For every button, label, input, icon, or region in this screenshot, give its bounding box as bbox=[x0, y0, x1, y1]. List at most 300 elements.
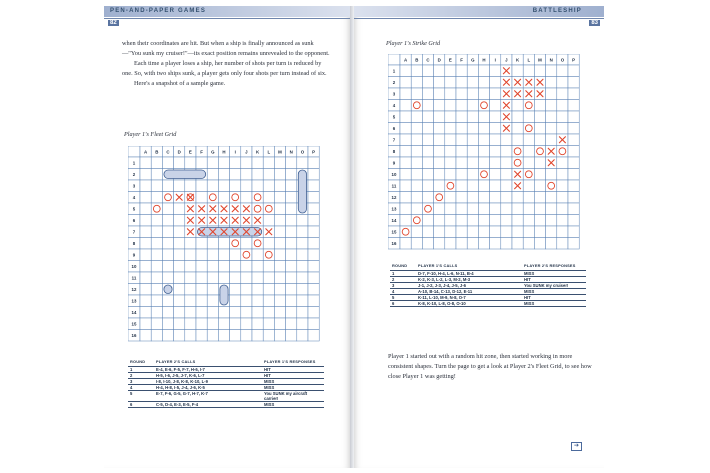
grid-cell bbox=[263, 157, 274, 169]
grid-cell bbox=[274, 330, 285, 342]
grid-cell bbox=[241, 295, 252, 307]
grid-cell bbox=[241, 238, 252, 250]
grid-cell bbox=[162, 157, 173, 169]
round-cell: 1 bbox=[128, 367, 154, 373]
row-label: 10 bbox=[391, 171, 397, 177]
column-label: B bbox=[415, 57, 419, 63]
grid-cell bbox=[230, 330, 241, 342]
grid-cell bbox=[140, 249, 151, 261]
grid-cell bbox=[218, 249, 229, 261]
grid-cell bbox=[297, 318, 308, 330]
row-label: 5 bbox=[132, 206, 136, 212]
grid-cell bbox=[501, 180, 512, 192]
grid-cell bbox=[478, 169, 489, 181]
grid-cell bbox=[478, 123, 489, 135]
right-page bbox=[354, 6, 604, 468]
grid-cell bbox=[286, 295, 297, 307]
grid-cell bbox=[263, 330, 274, 342]
column-label: B bbox=[155, 149, 159, 155]
col-round: ROUND bbox=[390, 262, 416, 271]
grid-cell bbox=[546, 226, 557, 238]
grid-cell bbox=[568, 65, 579, 77]
grid-cell bbox=[241, 261, 252, 273]
grid-cell bbox=[274, 307, 285, 319]
grid-cell bbox=[411, 192, 422, 204]
grid-cell bbox=[557, 77, 568, 89]
column-label: M bbox=[278, 149, 282, 155]
grid-cell bbox=[151, 157, 162, 169]
grid-cell bbox=[557, 111, 568, 123]
round-cell: 3 bbox=[128, 379, 154, 385]
grid-cell bbox=[297, 215, 308, 227]
grid-cell bbox=[445, 215, 456, 227]
grid-cell bbox=[478, 226, 489, 238]
grid-cell bbox=[512, 203, 523, 215]
calls-cell: K-2, K-3, L-2, L-3, M-2, M-3 bbox=[416, 277, 522, 283]
ship-marker bbox=[298, 170, 306, 213]
row-label: 2 bbox=[392, 79, 396, 85]
row-label: 4 bbox=[132, 194, 136, 200]
grid-cell bbox=[151, 238, 162, 250]
grid-cell bbox=[411, 65, 422, 77]
column-label: I bbox=[494, 57, 496, 63]
grid-cell bbox=[230, 307, 241, 319]
grid-cell bbox=[422, 203, 433, 215]
grid-cell bbox=[151, 295, 162, 307]
grid-cell bbox=[207, 272, 218, 284]
col-calls: PLAYER 2'S CALLS bbox=[154, 358, 262, 367]
grid-cell bbox=[286, 272, 297, 284]
calls-cell: D-7, F-10, H-4, L-6, N-11, B-4 bbox=[416, 271, 522, 277]
grid-cell bbox=[456, 203, 467, 215]
grid-cell bbox=[274, 157, 285, 169]
grid-cell bbox=[434, 238, 445, 250]
grid-cell bbox=[140, 169, 151, 181]
grid-cell bbox=[456, 77, 467, 89]
round-cell: 6 bbox=[128, 402, 154, 408]
grid-cell bbox=[490, 180, 501, 192]
grid-cell bbox=[456, 157, 467, 169]
grid-cell bbox=[400, 238, 411, 250]
grid-cell bbox=[400, 180, 411, 192]
grid-cell bbox=[162, 318, 173, 330]
response-cell: You SUNK my aircraft carrier! bbox=[262, 391, 324, 402]
grid-cell bbox=[151, 272, 162, 284]
grid-cell bbox=[568, 111, 579, 123]
grid-cell bbox=[512, 123, 523, 135]
round-cell: 4 bbox=[390, 289, 416, 295]
grid-cell bbox=[534, 226, 545, 238]
grid-cell bbox=[196, 157, 207, 169]
left-body-text bbox=[122, 39, 330, 89]
grid-cell bbox=[207, 307, 218, 319]
calls-cell: I-8, I-10, J-8, K-8, K-10, L-9 bbox=[154, 379, 262, 385]
grid-cell bbox=[568, 169, 579, 181]
grid-cell bbox=[207, 180, 218, 192]
grid-cell bbox=[151, 215, 162, 227]
grid-cell bbox=[490, 226, 501, 238]
grid-cell bbox=[456, 215, 467, 227]
grid-cell bbox=[467, 203, 478, 215]
grid-cell bbox=[490, 203, 501, 215]
grid-cell bbox=[174, 180, 185, 192]
grid-cell bbox=[140, 272, 151, 284]
grid-cell bbox=[534, 180, 545, 192]
ship-marker bbox=[164, 285, 172, 294]
next-page-arrow-icon[interactable]: ➔ bbox=[571, 442, 582, 451]
row-label: 7 bbox=[392, 137, 396, 143]
grid-cell bbox=[523, 238, 534, 250]
column-label: G bbox=[211, 149, 215, 155]
grid-cell bbox=[230, 295, 241, 307]
left-page bbox=[104, 6, 350, 468]
grid-cell bbox=[196, 295, 207, 307]
grid-cell bbox=[218, 307, 229, 319]
grid-cell bbox=[534, 169, 545, 181]
grid-cell bbox=[230, 261, 241, 273]
grid-cell bbox=[308, 215, 319, 227]
grid-cell bbox=[445, 192, 456, 204]
column-label: J bbox=[245, 149, 248, 155]
grid-cell bbox=[534, 65, 545, 77]
grid-cell bbox=[241, 272, 252, 284]
grid-cell bbox=[297, 226, 308, 238]
column-label: C bbox=[166, 149, 170, 155]
grid-cell bbox=[512, 146, 523, 158]
grid-cell bbox=[434, 169, 445, 181]
grid-cell bbox=[490, 134, 501, 146]
grid-cell bbox=[140, 192, 151, 204]
player1-calls-table bbox=[390, 262, 586, 307]
col-calls: PLAYER 1'S CALLS bbox=[416, 262, 522, 271]
grid-cell bbox=[162, 215, 173, 227]
grid-cell bbox=[478, 192, 489, 204]
grid-cell bbox=[196, 284, 207, 296]
grid-cell bbox=[557, 215, 568, 227]
grid-cell bbox=[523, 146, 534, 158]
grid-cell bbox=[512, 65, 523, 77]
grid-cell bbox=[422, 169, 433, 181]
grid-cell bbox=[274, 249, 285, 261]
column-label: H bbox=[222, 149, 226, 155]
grid-cell bbox=[523, 226, 534, 238]
grid-cell bbox=[534, 111, 545, 123]
grid-cell bbox=[174, 318, 185, 330]
grid-cell bbox=[478, 88, 489, 100]
grid-cell bbox=[274, 215, 285, 227]
grid-cell bbox=[568, 123, 579, 135]
grid-cell bbox=[445, 226, 456, 238]
grid-cell bbox=[140, 238, 151, 250]
column-label: F bbox=[460, 57, 463, 63]
grid-cell bbox=[478, 180, 489, 192]
grid-cell bbox=[241, 157, 252, 169]
grid-corner bbox=[388, 54, 400, 65]
grid-cell bbox=[501, 238, 512, 250]
grid-cell bbox=[422, 157, 433, 169]
grid-cell bbox=[456, 169, 467, 181]
grid-cell bbox=[445, 169, 456, 181]
fleet-grid-caption: Player 1's Fleet Grid bbox=[124, 131, 177, 138]
grid-cell bbox=[241, 307, 252, 319]
grid-cell bbox=[185, 307, 196, 319]
response-cell: HIT bbox=[522, 277, 586, 283]
grid-cell bbox=[534, 192, 545, 204]
grid-cell bbox=[162, 261, 173, 273]
column-label: I bbox=[234, 149, 236, 155]
grid-cell bbox=[151, 284, 162, 296]
grid-cell bbox=[490, 100, 501, 112]
grid-cell bbox=[411, 215, 422, 227]
row-label: 4 bbox=[392, 102, 396, 108]
grid-cell bbox=[207, 284, 218, 296]
grid-cell bbox=[308, 226, 319, 238]
row-label: 13 bbox=[131, 298, 137, 304]
paragraph-2: Each time a player loses a ship, her number of shots per turn is reduced by one. So, with two ships sunk, a player gets only four shots per turn instead of six. bbox=[122, 60, 327, 77]
column-label: G bbox=[471, 57, 475, 63]
grid-cell bbox=[523, 157, 534, 169]
grid-cell bbox=[422, 146, 433, 158]
grid-cell bbox=[185, 330, 196, 342]
table-row bbox=[128, 402, 324, 408]
grid-cell bbox=[546, 123, 557, 135]
response-cell: HIT bbox=[262, 367, 324, 373]
right-header-rule bbox=[354, 18, 604, 19]
grid-cell bbox=[557, 65, 568, 77]
grid-cell bbox=[456, 226, 467, 238]
grid-cell bbox=[411, 111, 422, 123]
grid-cell bbox=[185, 157, 196, 169]
grid-cell bbox=[174, 215, 185, 227]
grid-cell bbox=[174, 157, 185, 169]
grid-cell bbox=[252, 272, 263, 284]
grid-cell bbox=[196, 192, 207, 204]
grid-cell bbox=[478, 146, 489, 158]
grid-cell bbox=[411, 238, 422, 250]
grid-cell bbox=[501, 146, 512, 158]
column-label: A bbox=[404, 57, 408, 63]
column-label: N bbox=[549, 57, 553, 63]
grid-cell bbox=[400, 169, 411, 181]
grid-cell bbox=[162, 238, 173, 250]
grid-cell bbox=[512, 100, 523, 112]
grid-cell bbox=[218, 157, 229, 169]
grid-cell bbox=[445, 203, 456, 215]
grid-cell bbox=[568, 192, 579, 204]
grid-cell bbox=[140, 203, 151, 215]
grid-cell bbox=[162, 226, 173, 238]
column-label: D bbox=[437, 57, 441, 63]
grid-cell bbox=[286, 169, 297, 181]
row-label: 1 bbox=[392, 68, 396, 74]
grid-cell bbox=[196, 249, 207, 261]
column-label: H bbox=[482, 57, 486, 63]
grid-cell bbox=[140, 330, 151, 342]
grid-cell bbox=[400, 157, 411, 169]
grid-cell bbox=[557, 226, 568, 238]
grid-cell bbox=[445, 180, 456, 192]
grid-cell bbox=[207, 295, 218, 307]
grid-cell bbox=[286, 307, 297, 319]
right-running-header: BATTLESHIP bbox=[532, 8, 582, 14]
round-cell: 2 bbox=[128, 373, 154, 379]
grid-cell bbox=[523, 100, 534, 112]
grid-cell bbox=[546, 238, 557, 250]
grid-cell bbox=[434, 77, 445, 89]
row-label: 12 bbox=[391, 194, 397, 200]
grid-cell bbox=[445, 77, 456, 89]
response-cell: MISS bbox=[522, 301, 586, 307]
grid-cell bbox=[218, 169, 229, 181]
grid-cell bbox=[456, 100, 467, 112]
grid-cell bbox=[400, 226, 411, 238]
grid-cell bbox=[308, 180, 319, 192]
grid-cell bbox=[434, 226, 445, 238]
calls-cell: J-1, J-2, J-3, J-4, J-5, J-6 bbox=[416, 283, 522, 289]
grid-cell bbox=[557, 203, 568, 215]
table-header-row bbox=[390, 262, 586, 271]
grid-cell bbox=[467, 65, 478, 77]
grid-cell bbox=[252, 261, 263, 273]
grid-cell bbox=[512, 134, 523, 146]
round-cell: 5 bbox=[128, 391, 154, 402]
row-label: 10 bbox=[131, 263, 137, 269]
grid-cell bbox=[230, 157, 241, 169]
grid-cell bbox=[534, 134, 545, 146]
row-label: 13 bbox=[391, 206, 397, 212]
grid-cell bbox=[490, 157, 501, 169]
left-running-header: PEN-AND-PAPER GAMES bbox=[110, 8, 207, 14]
grid-cell bbox=[207, 192, 218, 204]
grid-cell bbox=[400, 192, 411, 204]
grid-cell bbox=[308, 169, 319, 181]
grid-cell bbox=[434, 111, 445, 123]
grid-cell bbox=[411, 226, 422, 238]
grid-cell bbox=[422, 215, 433, 227]
grid-cell bbox=[400, 77, 411, 89]
column-label: L bbox=[527, 57, 531, 63]
row-label: 14 bbox=[391, 217, 397, 223]
grid-cell bbox=[286, 215, 297, 227]
grid-cell bbox=[534, 100, 545, 112]
grid-cell bbox=[546, 169, 557, 181]
grid-cell bbox=[297, 307, 308, 319]
grid-cell bbox=[490, 238, 501, 250]
grid-cell bbox=[422, 111, 433, 123]
grid-cell bbox=[422, 226, 433, 238]
round-cell: 5 bbox=[390, 295, 416, 301]
grid-cell bbox=[207, 318, 218, 330]
calls-cell: H-5, I-6, J-5, J-7, K-6, L-7 bbox=[154, 373, 262, 379]
grid-cell bbox=[218, 330, 229, 342]
grid-cell bbox=[263, 203, 274, 215]
grid-cell bbox=[286, 226, 297, 238]
grid-cell bbox=[422, 238, 433, 250]
grid-cell bbox=[230, 318, 241, 330]
grid-cell bbox=[174, 307, 185, 319]
grid-cell bbox=[557, 238, 568, 250]
grid-cell bbox=[568, 77, 579, 89]
grid-cell bbox=[434, 192, 445, 204]
grid-cell bbox=[274, 295, 285, 307]
grid-cell bbox=[252, 169, 263, 181]
grid-cell bbox=[467, 146, 478, 158]
grid-cell bbox=[151, 180, 162, 192]
round-cell: 1 bbox=[390, 271, 416, 277]
calls-cell: E-7, F-6, G-5, G-7, H-7, K-7 bbox=[154, 391, 262, 402]
grid-cell bbox=[467, 134, 478, 146]
grid-cell bbox=[490, 88, 501, 100]
grid-cell bbox=[263, 215, 274, 227]
grid-cell bbox=[467, 123, 478, 135]
grid-cell bbox=[308, 249, 319, 261]
row-label: 14 bbox=[131, 309, 137, 315]
grid-cell bbox=[523, 65, 534, 77]
grid-cell bbox=[501, 203, 512, 215]
grid-cell bbox=[501, 134, 512, 146]
grid-cell bbox=[445, 157, 456, 169]
grid-cell bbox=[490, 77, 501, 89]
grid-cell bbox=[478, 100, 489, 112]
grid-cell bbox=[252, 157, 263, 169]
grid-cell bbox=[274, 192, 285, 204]
grid-cell bbox=[263, 169, 274, 181]
grid-cell bbox=[162, 272, 173, 284]
grid-cell bbox=[140, 215, 151, 227]
column-label: K bbox=[516, 57, 520, 63]
grid-cell bbox=[568, 226, 579, 238]
grid-cell bbox=[185, 284, 196, 296]
grid-cell bbox=[241, 318, 252, 330]
grid-cell bbox=[297, 284, 308, 296]
grid-cell bbox=[411, 134, 422, 146]
grid-cell bbox=[546, 100, 557, 112]
grid-cell bbox=[490, 111, 501, 123]
response-cell: You SUNK my cruiser! bbox=[522, 283, 586, 289]
grid-cell bbox=[523, 192, 534, 204]
grid-cell bbox=[568, 88, 579, 100]
grid-cell bbox=[467, 192, 478, 204]
grid-cell bbox=[263, 261, 274, 273]
row-label: 3 bbox=[392, 91, 396, 97]
row-label: 3 bbox=[132, 183, 136, 189]
grid-cell bbox=[196, 180, 207, 192]
grid-cell bbox=[308, 157, 319, 169]
column-label: E bbox=[448, 57, 452, 63]
grid-cell bbox=[286, 330, 297, 342]
grid-cell bbox=[274, 318, 285, 330]
grid-cell bbox=[400, 215, 411, 227]
grid-cell bbox=[467, 238, 478, 250]
column-label: E bbox=[188, 149, 192, 155]
grid-cell bbox=[467, 215, 478, 227]
grid-cell bbox=[252, 307, 263, 319]
grid-cell bbox=[263, 284, 274, 296]
paragraph-3: Here's a snapshot of a sample game. bbox=[134, 80, 226, 87]
grid-cell bbox=[501, 215, 512, 227]
grid-cell bbox=[252, 238, 263, 250]
grid-cell bbox=[297, 157, 308, 169]
grid-cell bbox=[445, 111, 456, 123]
grid-cell bbox=[456, 238, 467, 250]
grid-cell bbox=[523, 169, 534, 181]
round-cell: 2 bbox=[390, 277, 416, 283]
grid-cell bbox=[557, 88, 568, 100]
grid-cell bbox=[252, 192, 263, 204]
strike-grid-caption: Player 1's Strike Grid bbox=[386, 40, 441, 47]
grid-cell bbox=[400, 203, 411, 215]
grid-cell bbox=[478, 134, 489, 146]
